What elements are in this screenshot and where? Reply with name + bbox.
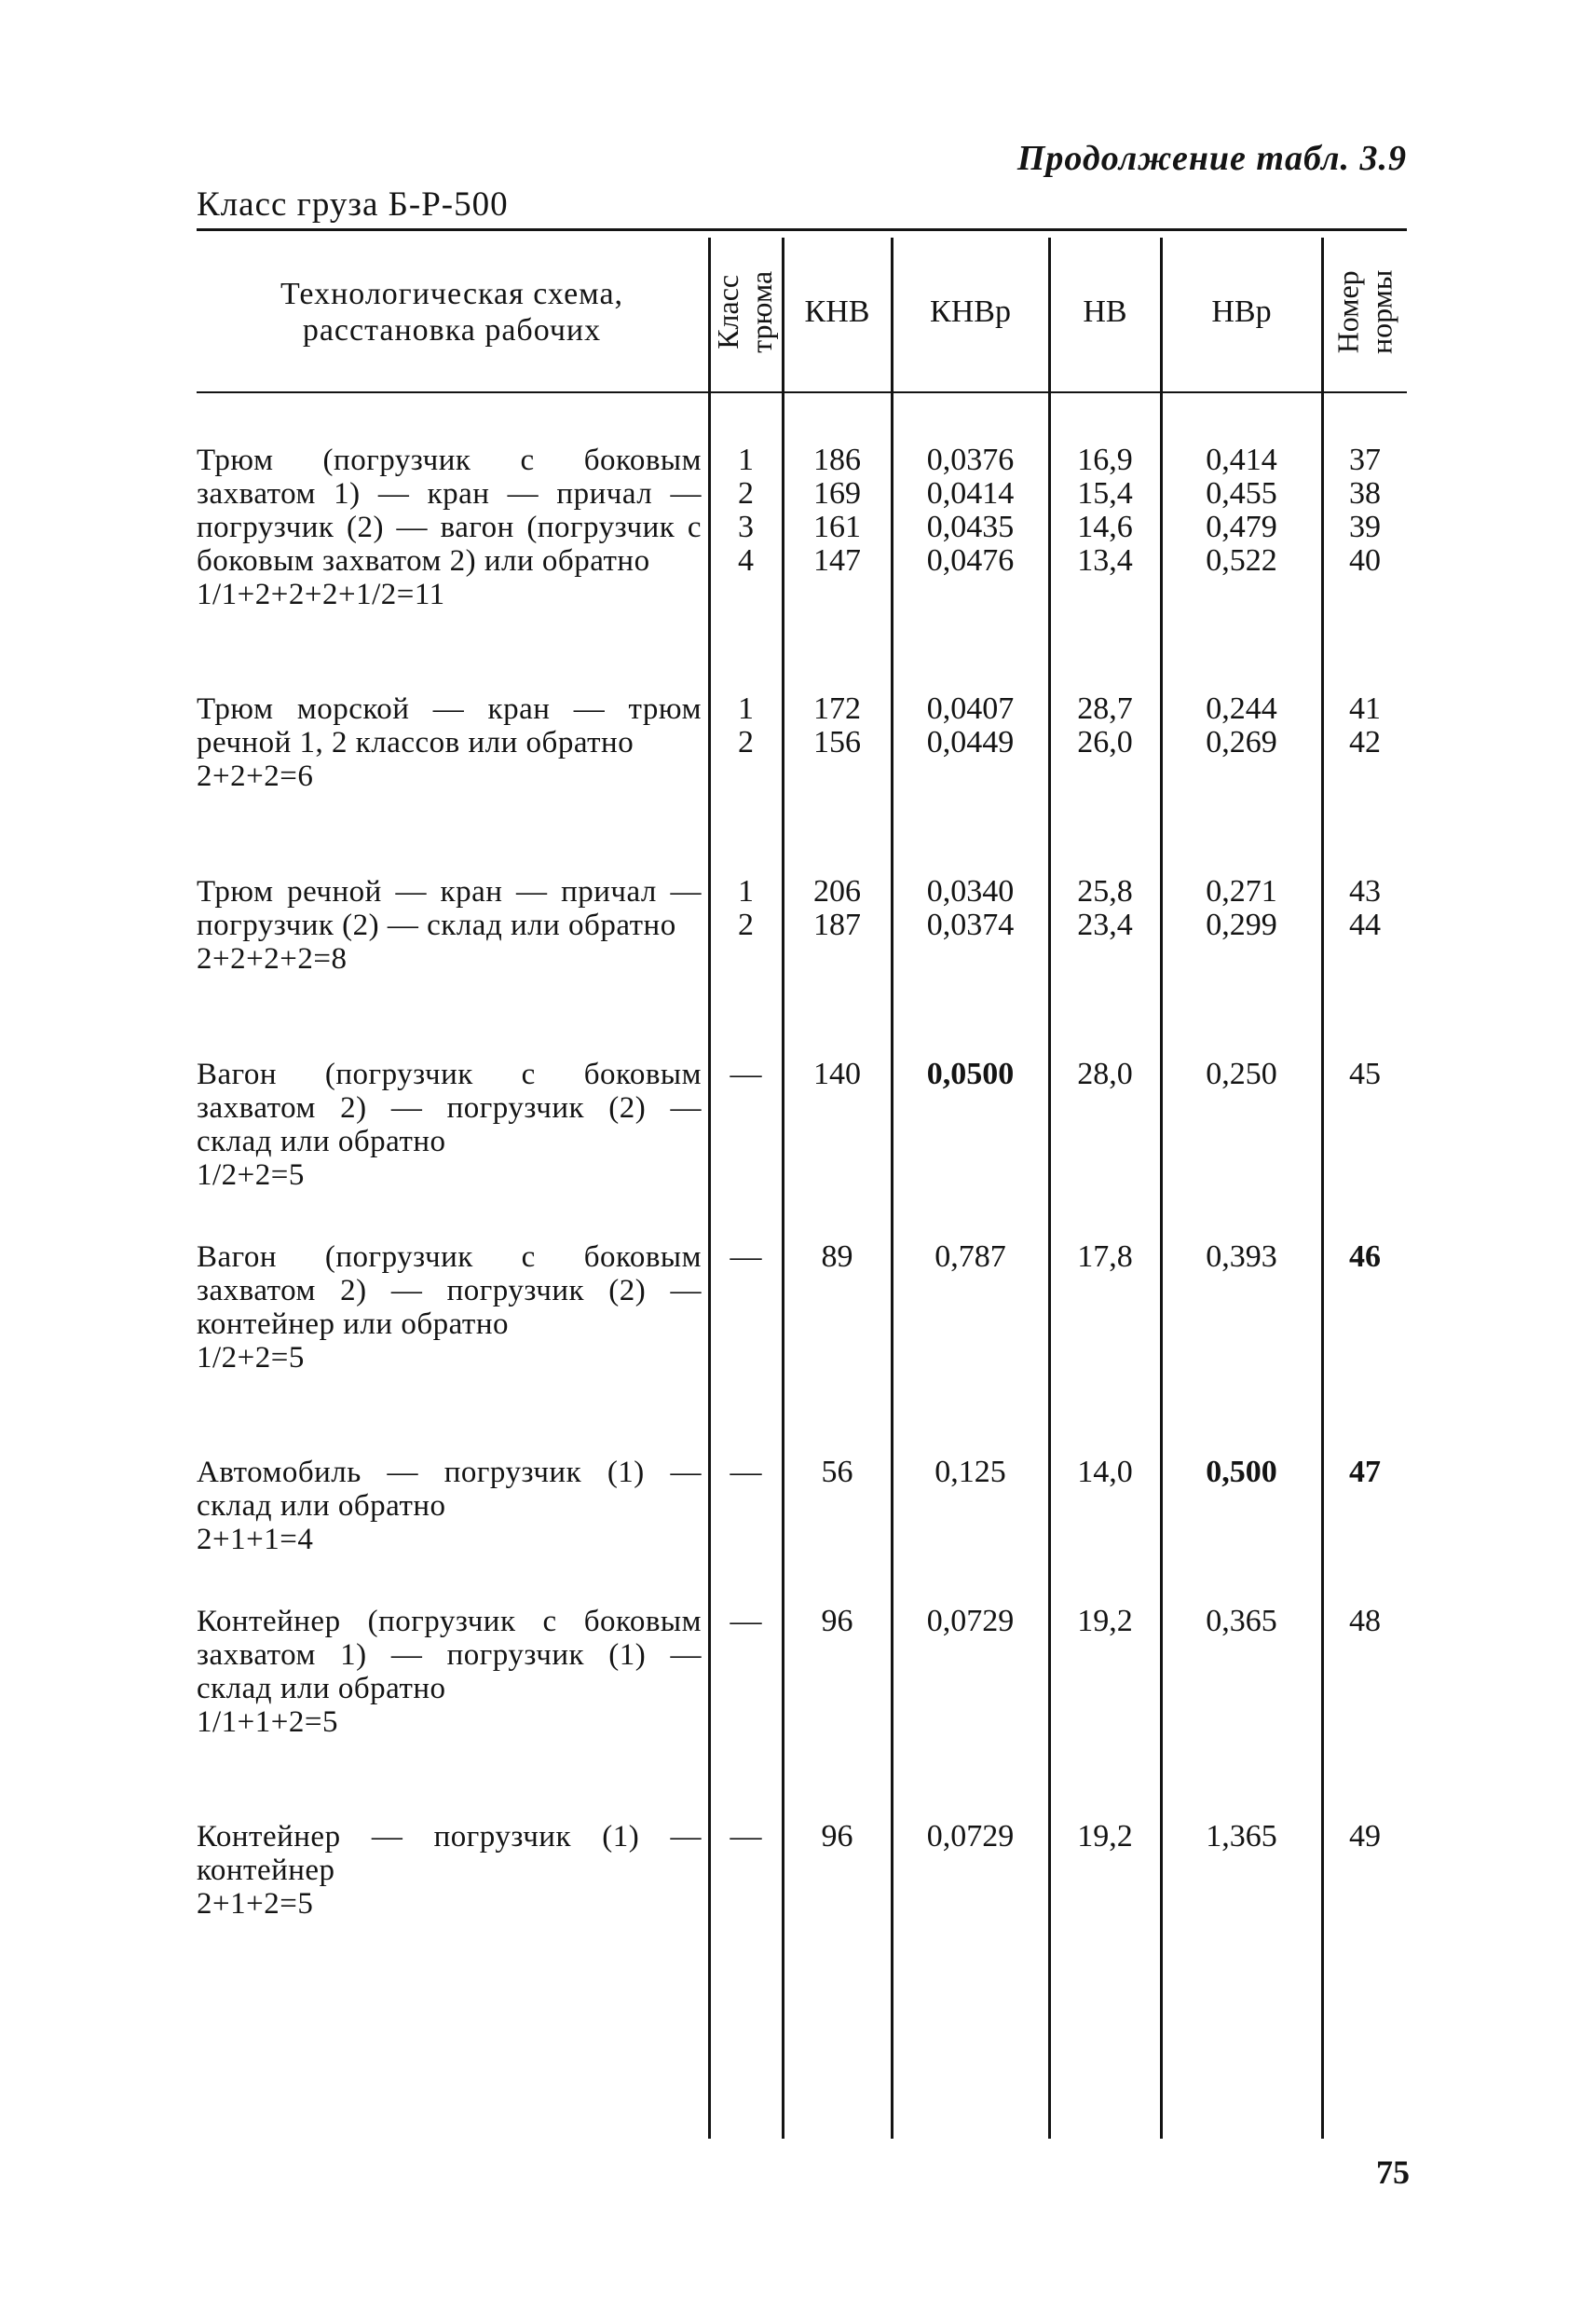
row-7-knv-r: 0,0729	[926, 1604, 1015, 1638]
row-4-scheme: Вагон (погрузчик с боковым захватом 2) — погрузчик (2) — склад или обратно 1/2+2=5	[197, 1058, 702, 1192]
table-header-rule	[197, 391, 1407, 393]
row-1-hold-class: 1 2 3 4	[738, 443, 754, 578]
row-8-knv: 96	[821, 1819, 853, 1854]
row-4-norm-number: 45	[1349, 1057, 1381, 1091]
row-2-scheme: Трюм морской — кран — трюм речной 1, 2 классов или обратно 2+2+2=6	[197, 692, 702, 793]
column-header-scheme	[197, 233, 707, 391]
row-6-knv-r: 0,125	[934, 1455, 1006, 1489]
row-5-nv-r: 0,393	[1206, 1239, 1277, 1274]
row-7-knv: 96	[821, 1604, 853, 1638]
row-6-nv: 14,0	[1077, 1455, 1133, 1489]
row-3-scheme: Трюм речной — кран — причал — погрузчик (2) — склад или обратно 2+2+2+2=8	[197, 875, 702, 976]
column-header-nv-text: НВ	[1083, 294, 1127, 330]
row-6-hold-class: —	[730, 1455, 762, 1489]
row-4-knv-r: 0,0500	[926, 1057, 1015, 1091]
column-header-knv-text: КНВ	[804, 294, 870, 330]
row-7-nv: 19,2	[1077, 1604, 1133, 1638]
row-3-norm-number: 43 44	[1349, 874, 1381, 942]
column-header-nv	[1050, 233, 1160, 391]
row-2-knv-r: 0,0407 0,0449	[926, 691, 1015, 759]
row-8-hold-class: —	[730, 1819, 762, 1854]
row-2-nv-r: 0,244 0,269	[1206, 691, 1277, 759]
row-3-knv: 206 187	[813, 874, 861, 942]
row-7-nv-r: 0,365	[1206, 1604, 1277, 1638]
row-2-nv: 28,7 26,0	[1077, 691, 1133, 759]
cargo-class-label: Класс груза Б-Р-500	[197, 185, 509, 224]
row-5-norm-number: 46	[1349, 1239, 1381, 1274]
row-2-norm-number: 41 42	[1349, 691, 1381, 759]
column-header-knv-r	[893, 233, 1048, 391]
row-5-knv: 89	[821, 1239, 853, 1274]
row-8-nv-r: 1,365	[1206, 1819, 1277, 1854]
row-6-norm-number: 47	[1349, 1455, 1381, 1489]
page-number: 75	[1376, 2154, 1410, 2191]
row-5-scheme: Вагон (погрузчик с боковым захватом 2) — погрузчик (2) — контейнер или обратно 1/2+2=5	[197, 1240, 702, 1375]
column-header-hold-class	[710, 233, 782, 391]
row-6-nv-r: 0,500	[1206, 1455, 1277, 1489]
row-6-scheme: Автомобиль — погрузчик (1) — склад или обратно 2+1+1=4	[197, 1456, 702, 1556]
table-top-rule	[197, 228, 1407, 231]
row-1-nv: 16,9 15,4 14,6 13,4	[1077, 443, 1133, 578]
row-8-scheme: Контейнер — погрузчик (1) — контейнер 2+1+2=5	[197, 1820, 702, 1921]
column-header-hold-class-line1: Класс	[711, 275, 745, 349]
column-header-knv-r-text: КНВр	[930, 294, 1011, 330]
column-header-scheme-text: Технологическая схема, расстановка рабочих	[280, 276, 624, 348]
row-5-hold-class: —	[730, 1239, 762, 1274]
row-3-nv: 25,8 23,4	[1077, 874, 1133, 942]
column-header-norm-number	[1323, 233, 1407, 391]
row-1-knv-r: 0,0376 0,0414 0,0435 0,0476	[926, 443, 1015, 578]
row-1-knv: 186 169 161 147	[813, 443, 861, 578]
row-7-scheme: Контейнер (погрузчик с боковым захватом 1) — погрузчик (1) — склад или обратно 1/1+1+2=5	[197, 1605, 702, 1739]
column-header-norm-line2: нормы	[1364, 269, 1398, 355]
row-6-knv: 56	[821, 1455, 853, 1489]
row-5-knv-r: 0,787	[934, 1239, 1006, 1274]
row-3-hold-class: 1 2	[738, 874, 754, 942]
row-4-hold-class: —	[730, 1057, 762, 1091]
row-2-knv: 172 156	[813, 691, 861, 759]
row-5-nv: 17,8	[1077, 1239, 1133, 1274]
row-8-knv-r: 0,0729	[926, 1819, 1015, 1854]
row-4-nv-r: 0,250	[1206, 1057, 1277, 1091]
column-header-hold-class-line2: трюма	[744, 270, 779, 354]
row-7-norm-number: 48	[1349, 1604, 1381, 1638]
row-1-scheme: Трюм (погрузчик с боковым захватом 1) — кран — причал — погрузчик (2) — вагон (погрузчик с боковым захватом 2) или обратно 1/1+2+2+2+1/2=11	[197, 444, 702, 611]
column-header-nv-r-text: НВр	[1211, 294, 1272, 330]
column-header-nv-r	[1162, 233, 1321, 391]
row-4-nv: 28,0	[1077, 1057, 1133, 1091]
row-4-knv: 140	[813, 1057, 861, 1091]
table-continuation-caption: Продолжение табл. 3.9	[1016, 139, 1407, 178]
row-3-nv-r: 0,271 0,299	[1206, 874, 1277, 942]
row-7-hold-class: —	[730, 1604, 762, 1638]
row-8-norm-number: 49	[1349, 1819, 1381, 1854]
row-2-hold-class: 1 2	[738, 691, 754, 759]
column-header-norm-line1: Номер	[1330, 270, 1365, 354]
row-8-nv: 19,2	[1077, 1819, 1133, 1854]
row-1-nv-r: 0,414 0,455 0,479 0,522	[1206, 443, 1277, 578]
column-header-knv	[784, 233, 891, 391]
row-3-knv-r: 0,0340 0,0374	[926, 874, 1015, 942]
row-1-norm-number: 37 38 39 40	[1349, 443, 1381, 578]
